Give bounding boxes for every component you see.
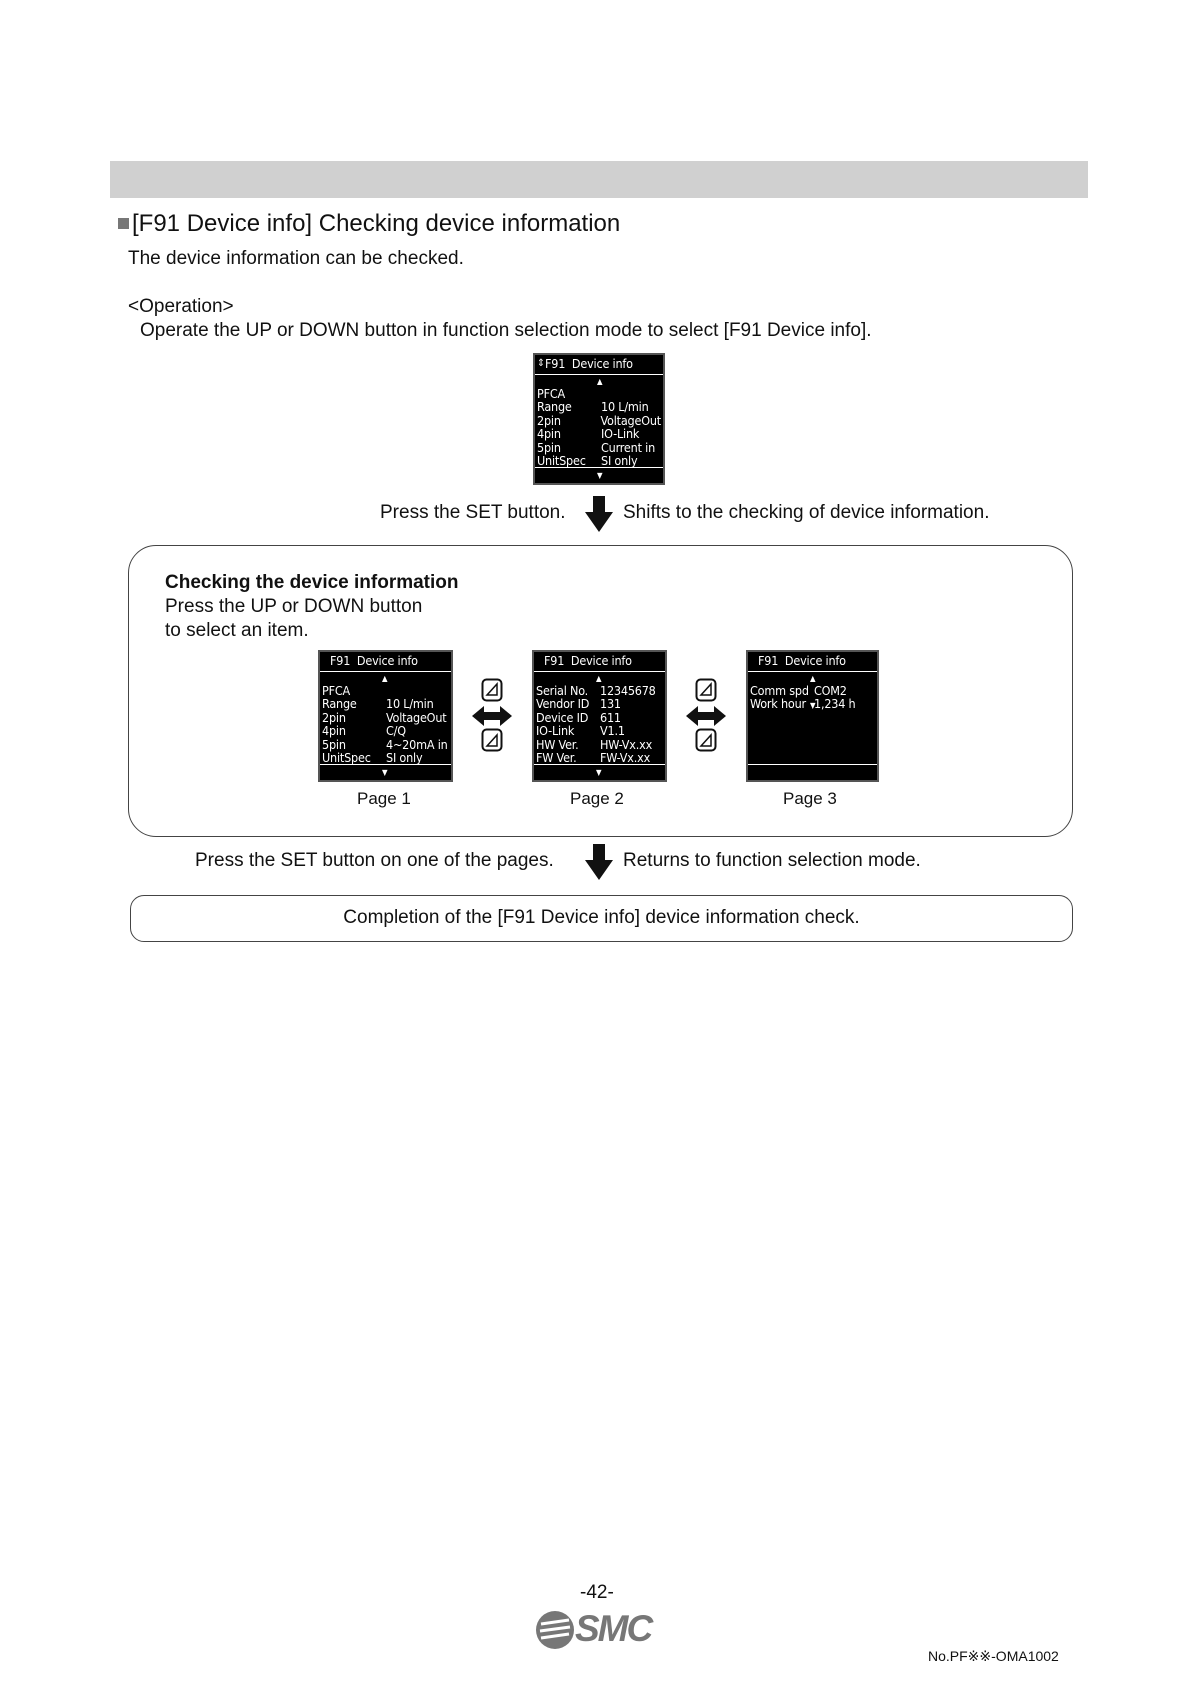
lcd-screen-page-2 <box>532 650 667 782</box>
screen-row: 2pin VoltageOut <box>322 709 447 725</box>
scroll-up-caret-icon: ▲ <box>596 674 602 683</box>
scroll-down-caret-icon: ▼ <box>596 768 602 777</box>
screen-row: Range 10 L/min <box>322 696 434 712</box>
scroll-down-caret-icon: ▼ <box>597 471 603 480</box>
screen-row: Work hour 1,234 h <box>750 696 856 712</box>
screen-row: 4pin C/Q <box>322 723 406 739</box>
screen-row: 5pin 4~20mA in <box>322 736 448 752</box>
document-number: No.PF※※-OMA1002 <box>928 1648 1059 1664</box>
down-button-icon <box>481 728 503 752</box>
smc-logo <box>535 1608 665 1652</box>
screen-row: Comm spd COM2 <box>750 683 847 698</box>
screen-row: 2pin VoltageOut <box>537 412 661 428</box>
smc-logo-text: SMC <box>575 1608 652 1649</box>
screen-header: F91 Device info <box>544 653 632 668</box>
scroll-down-caret-icon: ▼ <box>382 768 388 777</box>
screen-header: F91 Device info <box>330 653 418 668</box>
step1-right-text: Shifts to the checking of device information. <box>623 502 990 523</box>
lcd-screen-function-select <box>533 353 665 485</box>
operation-text: Operate the UP or DOWN button in function selection mode to select [F91 Device info]. <box>140 320 872 341</box>
completion-box <box>130 895 1073 942</box>
scroll-down-caret-icon: ▼ <box>810 701 816 710</box>
step2-right-text: Returns to function selection mode. <box>623 850 921 871</box>
screen-row: IO-Link V1.1 <box>536 723 625 739</box>
screen-row: UnitSpec SI only <box>537 453 638 469</box>
checking-line1: Press the UP or DOWN button <box>165 596 423 617</box>
screen-row: Vendor ID 131 <box>536 696 621 712</box>
checking-title: Checking the device information <box>165 572 459 593</box>
down-arrow-icon <box>585 496 613 532</box>
screen-row: FW Ver. FW-Vx.xx <box>536 750 651 766</box>
screen-row: 5pin Current in <box>537 439 656 455</box>
screen-row: PFCA <box>322 683 350 698</box>
lcd-screen-page-1 <box>318 650 453 782</box>
screen-row: Device ID 611 <box>536 709 621 725</box>
header-bar <box>110 161 1088 198</box>
screen-header: F91 Device info <box>545 356 633 371</box>
updown-indicator-icon: ⇕ <box>537 358 545 369</box>
page-number: -42- <box>580 1582 614 1603</box>
section-title-text: [F91 Device info] Checking device information <box>132 210 621 237</box>
page-2-label: Page 2 <box>570 789 624 808</box>
screen-row: PFCA <box>537 386 565 401</box>
page-3-label: Page 3 <box>783 789 837 808</box>
up-button-icon <box>695 678 717 702</box>
double-arrow-icon <box>472 705 512 727</box>
screen-header: F91 Device info <box>758 653 846 668</box>
down-arrow-icon <box>585 844 613 880</box>
screen-row: UnitSpec SI only <box>322 750 423 766</box>
scroll-up-caret-icon: ▲ <box>810 674 816 683</box>
intro-text: The device information can be checked. <box>128 248 464 269</box>
checking-line2: to select an item. <box>165 620 309 641</box>
section-title <box>118 210 620 238</box>
step1-left-text: Press the SET button. <box>380 502 566 523</box>
scroll-up-caret-icon: ▲ <box>382 674 388 683</box>
screen-row: Serial No. 12345678 <box>536 683 656 698</box>
completion-text: Completion of the [F91 Device info] device information check. <box>343 907 860 928</box>
smc-logo-icon <box>535 1610 575 1650</box>
screen-row: HW Ver. HW-Vx.xx <box>536 736 653 752</box>
lcd-screen-page-3 <box>746 650 879 782</box>
double-arrow-icon <box>686 705 726 727</box>
square-bullet-icon <box>118 218 129 229</box>
screen-row: 4pin IO-Link <box>537 426 640 442</box>
down-button-icon <box>695 728 717 752</box>
operation-label: <Operation> <box>128 296 234 317</box>
up-button-icon <box>481 678 503 702</box>
scroll-up-caret-icon: ▲ <box>597 377 603 386</box>
page-1-label: Page 1 <box>357 789 411 808</box>
step2-left-text: Press the SET button on one of the pages. <box>195 850 554 871</box>
screen-row: Range 10 L/min <box>537 399 649 415</box>
